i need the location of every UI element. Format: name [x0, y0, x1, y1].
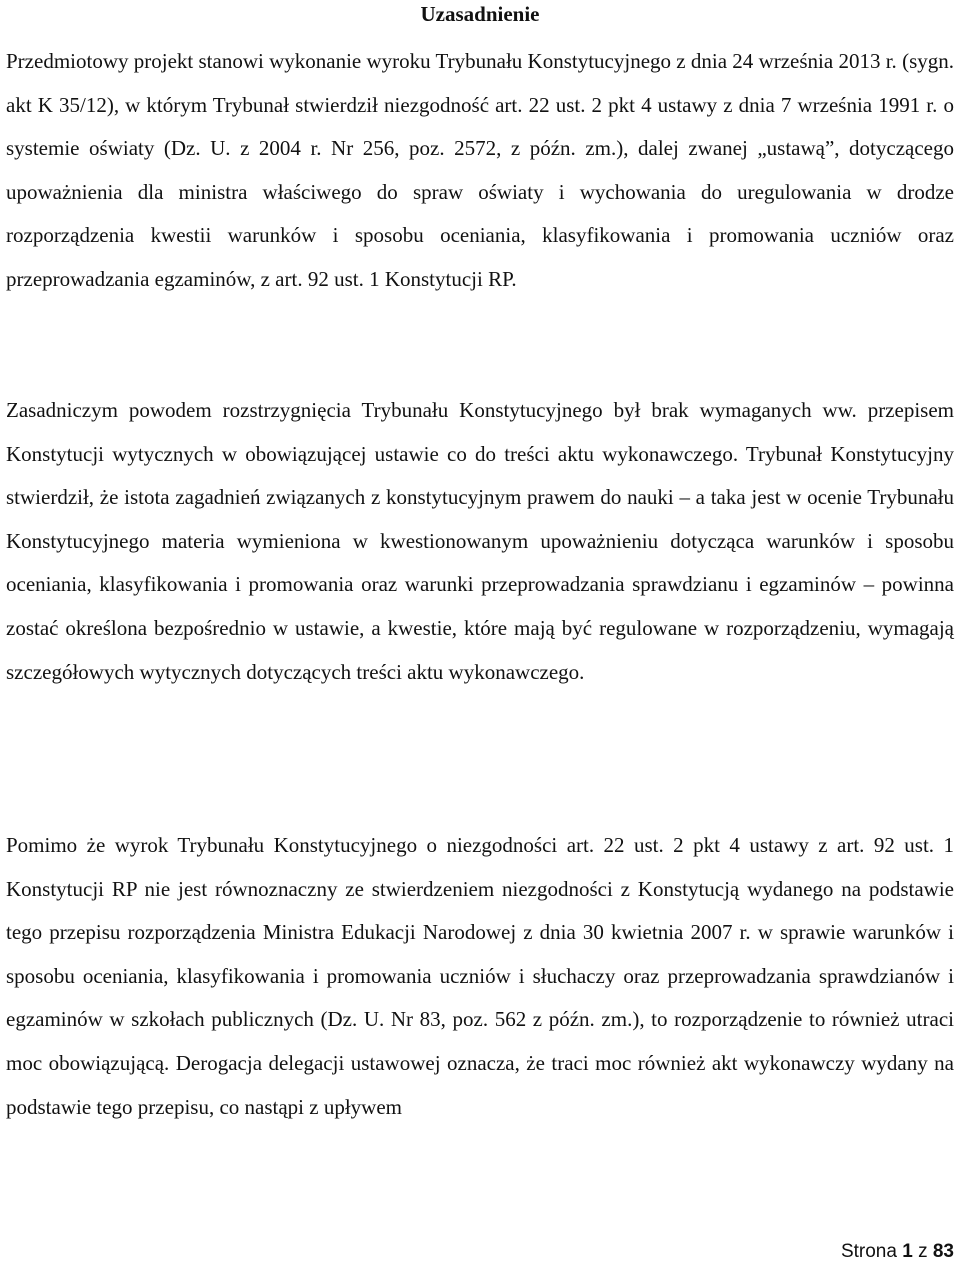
- current-page: 1: [902, 1241, 913, 1262]
- paragraph-3: Pomimo że wyrok Trybunału Konstytucyjnego o niezgodności art. 22 ust. 2 pkt 4 ustawy z art. 92 ust. 1 Konstytucji RP nie jest równoznaczny ze stwierdzeniem niezgodności z Konstytucją wydanego na podstawie tego przepisu rozporządzenia Ministra Edukacji Narodowej z dnia 30 kwietnia 2007 r. w sprawie warunków i sposobu oceniania, klasyfikowania i promowania uczniów i słuchaczy oraz przeprowadzania sprawdzianów i egzaminów w szkołach publicznych (Dz. U. Nr 83, poz. 562 z późn. zm.), to rozporządzenie to również utraci moc obowiązującą. Derogacja delegacji ustawowej oznacza, że traci moc również akt wykonawczy wydany na podstawie tego przepisu, co nastąpi z upływem: [6, 833, 954, 1119]
- paragraph-1: Przedmiotowy projekt stanowi wykonanie wyroku Trybunału Konstytucyjnego z dnia 24 września 2013 r. (sygn. akt K 35/12), w którym Trybunał stwierdził niezgodność art. 22 ust. 2 pkt 4 ustawy z dnia 7 września 1991 r. o systemie oświaty (Dz. U. z 2004 r. Nr 256, poz. 2572, z późn. zm.), dalej zwanej „ustawą”, dotyczącego upoważnienia dla ministra właściwego do spraw oświaty i wychowania do uregulowania w drodze rozporządzenia kwestii warunków i sposobu oceniania, klasyfikowania i promowania uczniów oraz przeprowadzania egzaminów, z art. 92 ust. 1 Konstytucji RP.: [6, 49, 954, 291]
- document-title: Uzasadnienie: [420, 2, 540, 26]
- page-separator: z: [918, 1241, 928, 1262]
- paragraph-2: Zasadniczym powodem rozstrzygnięcia Trybunału Konstytucyjnego był brak wymaganych ww. przepisem Konstytucji wytycznych w obowiązującej ustawie co do treści aktu wykonawczego. Trybunał Konstytucyjny stwierdził, że istota zagadnień związanych z konstytucyjnym prawem do nauki – a taka jest w ocenie Trybunału Konstytucyjnego materia wymieniona w kwestionowanym upoważnieniu dotycząca warunków i sposobu oceniania, klasyfikowania i promowania oraz warunki przeprowadzania sprawdzianu i egzaminów – powinna zostać określona bezpośrednio w ustawie, a kwestie, które mają być regulowane w rozporządzeniu, wymagają szczegółowych wytycznych dotyczących treści aktu wykonawczego.: [6, 398, 954, 684]
- page-label: Strona: [840, 1241, 897, 1262]
- page-number: [841, 1240, 954, 1264]
- total-pages: 83: [932, 1241, 954, 1262]
